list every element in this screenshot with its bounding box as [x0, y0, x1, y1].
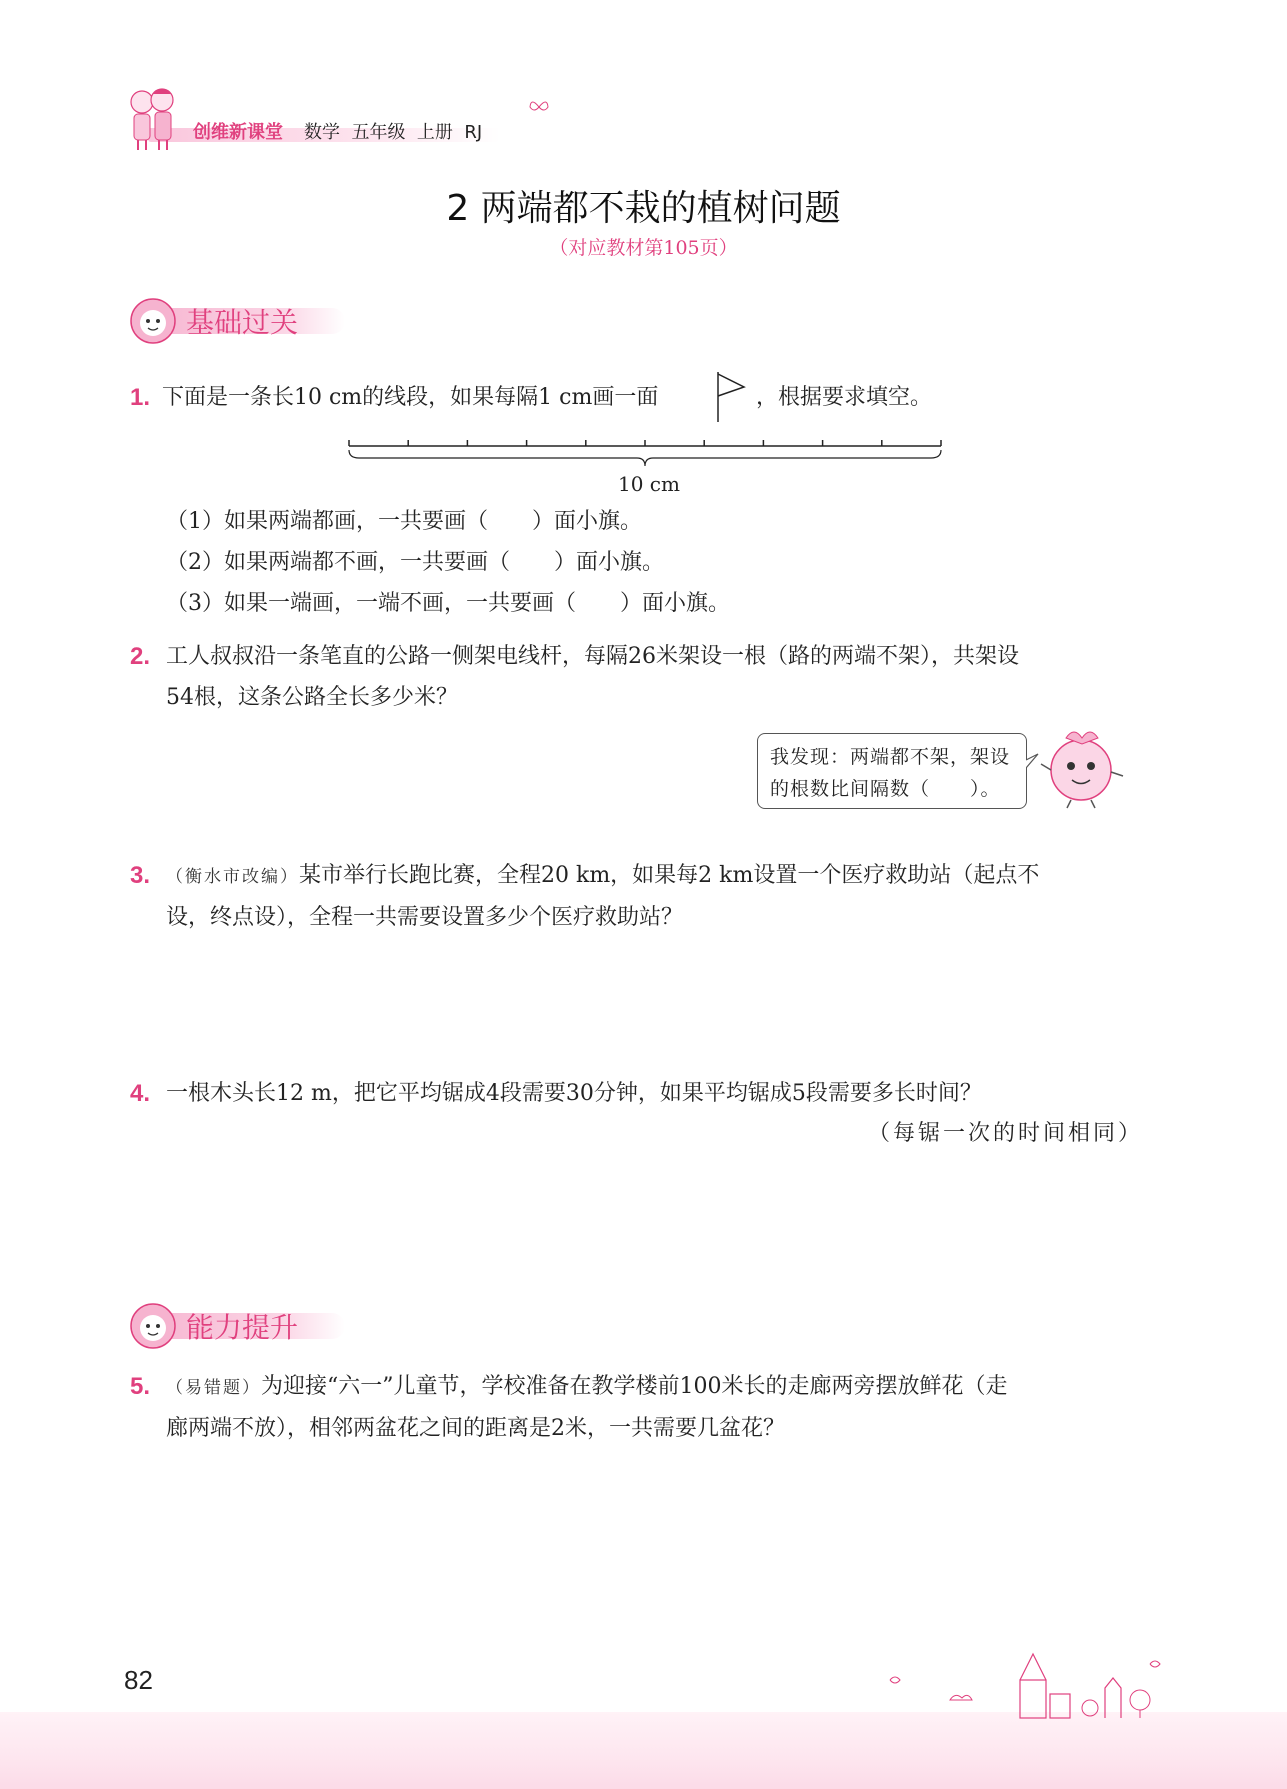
mascot-icon [128, 296, 178, 346]
volume: 上册 [416, 122, 453, 143]
butterfly-icon [528, 98, 550, 116]
question-2-number: 2. [130, 643, 151, 670]
section-basic-title: 基础过关 [186, 306, 299, 339]
page-title: 2 两端都不栽的植树问题 [446, 188, 841, 229]
question-1-sub-1: （1）如果两端都画，一共要画（ ）面小旗。 [166, 509, 642, 534]
question-5-line-2: 廊两端不放），相邻两盆花之间的距离是2米，一共需要几盆花？ [166, 1416, 785, 1441]
question-3-number: 3. [130, 862, 151, 889]
hint-line-2: 的根数比间隔数（ ）。 [770, 778, 1001, 800]
ruler-label: 10 cm [618, 472, 680, 496]
question-5-line-1 [166, 1371, 1008, 1404]
ruler-ticks [349, 440, 941, 466]
question-4-number: 4. [130, 1080, 151, 1107]
section-advanced-title: 能力提升 [186, 1311, 299, 1344]
question-1-number: 1. [130, 384, 151, 411]
subject: 数学 [304, 122, 340, 143]
mascot-icon [128, 1301, 178, 1351]
cartoon-character-icon [1026, 720, 1132, 812]
question-4-line-1: 一根木头长12 m，把它平均锯成4段需要30分钟，如果平均锯成5段需要多长时间？ [166, 1081, 982, 1106]
question-5-line-1-text: 为迎接“六一”儿童节，学校准备在教学楼前100米长的走廊两旁摆放鲜花（走 [261, 1374, 1008, 1399]
question-1-text-b: ，根据要求填空。 [756, 385, 933, 410]
kids-mascot-icon [126, 84, 180, 152]
question-5-number: 5. [130, 1373, 151, 1400]
grade: 五年级 [351, 122, 406, 143]
question-3-line-1-text: 某市举行长跑比赛，全程20 km，如果每2 km设置一个医疗救助站（起点不 [299, 863, 1040, 888]
castle-decoration-icon [880, 1650, 1170, 1720]
question-3-line-2: 设，终点设），全程一共需要设置多少个医疗救助站？ [166, 905, 684, 930]
hint-line-1: 我发现：两端都不架，架设 [770, 746, 1011, 768]
hint-speech-bubble [757, 733, 1027, 809]
question-3-line-1 [166, 860, 1039, 893]
page-number: 82 [124, 1665, 153, 1695]
footer-band [0, 1712, 1287, 1789]
question-2-line-1: 工人叔叔沿一条笔直的公路一侧架电线杆，每隔26米架设一根（路的两端不架），共架设 [166, 644, 1019, 669]
brand-name: 创维新课堂 [193, 122, 283, 143]
textbook-reference: （对应教材第105页） [549, 237, 738, 259]
question-1-sub-2: （2）如果两端都不画，一共要画（ ）面小旗。 [166, 550, 664, 575]
flag-icon [714, 370, 748, 424]
question-3-tag: （衡水市改编） [166, 867, 299, 887]
question-5-tag: （易错题） [166, 1378, 261, 1398]
question-2-line-2: 54根，这条公路全长多少米？ [166, 685, 458, 710]
ruler-segment [345, 432, 945, 472]
question-1-text-a: 下面是一条长10 cm的线段，如果每隔1 cm画一面 [162, 385, 659, 410]
ruler-brace [349, 450, 941, 466]
edition: RJ [464, 122, 483, 143]
question-1-sub-3: （3）如果一端画，一端不画，一共要画（ ）面小旗。 [166, 591, 730, 616]
question-4-note: （每锯一次的时间相同） [868, 1121, 1144, 1146]
book-info [304, 118, 482, 144]
